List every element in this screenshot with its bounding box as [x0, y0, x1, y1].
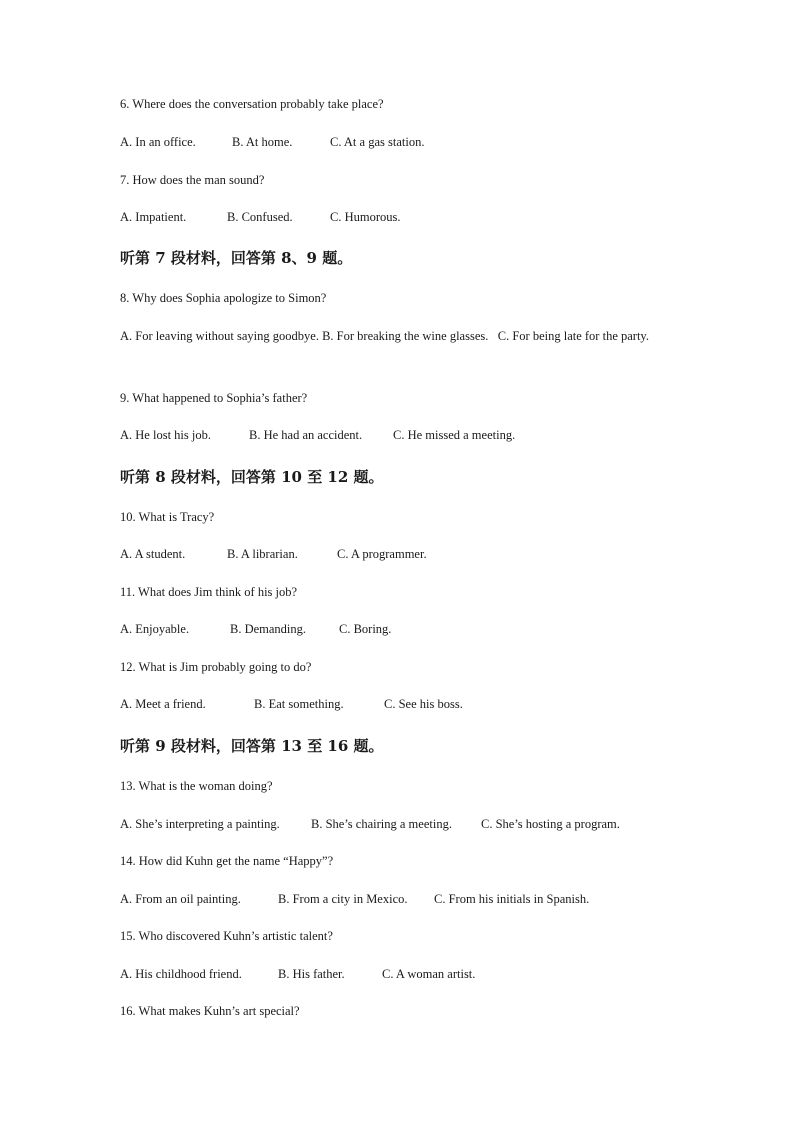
section-heading-7: 听第 7 段材料，回答第 8、9 题。	[120, 249, 353, 267]
q14-option-a: A. From an oil painting.	[120, 892, 241, 906]
q11-question: 11. What does Jim think of his job?	[120, 585, 298, 599]
q6-option-b: B. At home.	[232, 135, 293, 149]
q11-option-b: B. Demanding.	[230, 622, 307, 636]
q10-option-a: A. A student.	[120, 547, 186, 561]
q9-question: 9. What happened to Sophia’s father?	[120, 391, 308, 405]
q13-option-c: C. She’s hosting a program.	[481, 817, 620, 831]
q7-option-c: C. Humorous.	[330, 210, 401, 224]
q8-option-c: C. For being late for the party.	[497, 329, 649, 343]
q12-option-b: B. Eat something.	[254, 697, 344, 711]
q7-options	[120, 209, 401, 225]
q13-options	[120, 816, 620, 832]
q10-option-c: C. A programmer.	[337, 547, 427, 561]
q8-options	[120, 324, 680, 348]
q13-question: 13. What is the woman doing?	[120, 779, 273, 793]
q9-option-a: A. He lost his job.	[120, 428, 211, 442]
q16-question: 16. What makes Kuhn’s art special?	[120, 1004, 300, 1018]
q6-question: 6. Where does the conversation probably take place?	[120, 97, 384, 111]
q10-question: 10. What is Tracy?	[120, 510, 215, 524]
q11-option-c: C. Boring.	[339, 622, 392, 636]
q15-options	[120, 966, 475, 982]
q10-option-b: B. A librarian.	[227, 547, 298, 561]
q12-option-a: A. Meet a friend.	[120, 697, 206, 711]
q14-option-c: C. From his initials in Spanish.	[434, 892, 590, 906]
q12-question: 12. What is Jim probably going to do?	[120, 660, 312, 674]
q14-options	[120, 891, 589, 907]
q14-option-b: B. From a city in Mexico.	[278, 892, 408, 906]
q8-option-b: B. For breaking the wine glasses.	[322, 329, 489, 343]
q13-option-b: B. She’s chairing a meeting.	[311, 817, 452, 831]
q6-option-c: C. At a gas station.	[330, 135, 425, 149]
q13-option-a: A. She’s interpreting a painting.	[120, 817, 280, 831]
q7-question: 7. How does the man sound?	[120, 173, 265, 187]
q8-option-a: A. For leaving without saying goodbye.	[120, 329, 319, 343]
q9-option-c: C. He missed a meeting.	[393, 428, 516, 442]
q8-question: 8. Why does Sophia apologize to Simon?	[120, 291, 327, 305]
q12-option-c: C. See his boss.	[384, 697, 463, 711]
q15-question: 15. Who discovered Kuhn’s artistic talent?	[120, 929, 333, 943]
q15-option-b: B. His father.	[278, 967, 345, 981]
q15-option-a: A. His childhood friend.	[120, 967, 242, 981]
q7-option-b: B. Confused.	[227, 210, 293, 224]
q6-options	[120, 134, 424, 150]
q11-options	[120, 621, 391, 637]
q12-options	[120, 696, 463, 712]
section-heading-9: 听第 9 段材料，回答第 13 至 16 题。	[120, 737, 384, 755]
q6-option-a: A. In an office.	[120, 135, 196, 149]
q10-options	[120, 546, 427, 562]
q15-option-c: C. A woman artist.	[382, 967, 476, 981]
q9-options	[120, 427, 515, 443]
q9-option-b: B. He had an accident.	[249, 428, 363, 442]
q11-option-a: A. Enjoyable.	[120, 622, 190, 636]
q7-option-a: A. Impatient.	[120, 210, 187, 224]
section-heading-8: 听第 8 段材料，回答第 10 至 12 题。	[120, 468, 384, 486]
q14-question: 14. How did Kuhn get the name “Happy”?	[120, 854, 334, 868]
